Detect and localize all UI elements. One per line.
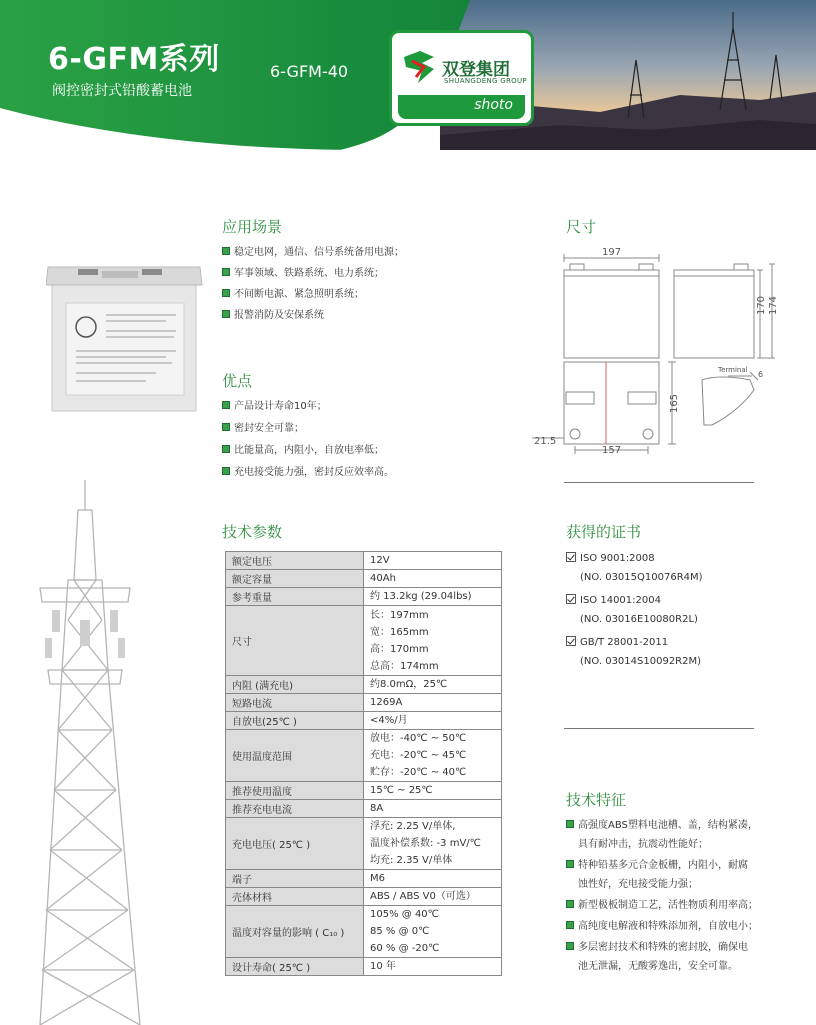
dim-terminal-pitch: 157 [602, 445, 622, 456]
tower-illustration [0, 470, 200, 1025]
list-item: 充电接受能力强，密封反应效率高。 [222, 463, 394, 485]
spec-value-line: 12V [370, 555, 390, 566]
table-row [226, 588, 502, 606]
specs-heading: 技术参数 [222, 523, 283, 541]
spec-value [364, 870, 502, 888]
divider [564, 482, 754, 483]
table-row [226, 606, 502, 676]
list-item: 产品设计寿命10年； [222, 397, 394, 419]
spec-key: 设计寿命( 25℃ ) [226, 958, 364, 976]
checkbox-icon [566, 552, 576, 562]
spec-value [364, 588, 502, 606]
spec-value [364, 694, 502, 712]
spec-value [364, 606, 502, 676]
page-subtitle: 阀控密封式铅酸蓄电池 [52, 83, 192, 99]
table-row [226, 712, 502, 730]
divider [564, 728, 754, 729]
spec-value-line: 放电：-40℃ ~ 50℃ [370, 733, 467, 744]
spec-value-line: 15℃ ~ 25℃ [370, 785, 433, 796]
spec-value-line: 85 % @ 0℃ [370, 926, 430, 937]
table-row [226, 870, 502, 888]
spec-value-line: 总高：174mm [370, 660, 439, 672]
list-item: 密封安全可靠； [222, 419, 394, 441]
spec-value-line: 约 13.2kg (29.04lbs) [370, 591, 472, 602]
list-item: 新型极板制造工艺，活性物质利用率高； [566, 896, 776, 915]
list-item: 稳定电网，通信、信号系统备用电源； [222, 243, 404, 264]
dim-length: 197 [602, 247, 622, 258]
spec-value-line: 60 % @ -20℃ [370, 943, 440, 954]
list-item: 高强度ABS塑料电池槽、盖，结构紧凑， 具有耐冲击，抗震动性能好； [566, 816, 776, 854]
page-title: 6-GFM系列 [48, 42, 220, 77]
table-row [226, 958, 502, 976]
cert-number: (NO. 03016E10080R2L) [580, 614, 698, 625]
spec-key: 推荐充电电流 [226, 800, 364, 818]
table-row [226, 730, 502, 782]
features-heading: 技术特征 [566, 791, 627, 809]
checkbox-icon [566, 594, 576, 604]
list-item: 多层密封技术和特殊的密封胶，确保电 池无泄漏，无酸雾逸出，安全可靠。 [566, 938, 776, 976]
spec-value-line: 约8.0mΩ，25℃ [370, 679, 448, 690]
spec-value-line: 高：170mm [370, 643, 429, 655]
dim-terminal-label: Terminal [718, 366, 748, 374]
dimension-drawing [532, 240, 782, 465]
cert-item: ISO 14001:2004 [566, 593, 703, 614]
spec-value-line: 40Ah [370, 573, 396, 584]
spec-value [364, 958, 502, 976]
advantages-heading: 优点 [222, 372, 253, 390]
table-row [226, 888, 502, 906]
spec-key: 尺寸 [226, 606, 364, 676]
logo-english-name: SHUANGDENG GROUP [444, 77, 527, 85]
battery-product-image [46, 255, 206, 417]
certificates-list [566, 551, 703, 677]
spec-value [364, 570, 502, 588]
list-item: 报警消防及安保系统 [222, 306, 404, 327]
application-list [222, 243, 404, 327]
spec-value-line: M6 [370, 873, 385, 884]
spec-value [364, 782, 502, 800]
shuangdeng-logo-icon [400, 47, 438, 87]
table-row [226, 782, 502, 800]
logo-brand-bar [398, 95, 525, 119]
cert-item: ISO 9001:2008 [566, 551, 703, 572]
model-number: 6-GFM-40 [270, 62, 349, 81]
spec-key: 温度对容量的影响 ( C₁₀ ) [226, 906, 364, 958]
features-list [566, 816, 776, 978]
spec-value [364, 676, 502, 694]
spec-key: 壳体材料 [226, 888, 364, 906]
dim-terminal-offset: 21.5 [534, 436, 557, 447]
spec-key: 自放电(25℃ ) [226, 712, 364, 730]
list-item: 比能量高，内阻小，自放电率低； [222, 441, 394, 463]
spec-value-line: 温度补偿系数: -3 mV/℃ [370, 838, 481, 849]
application-heading: 应用场景 [222, 218, 283, 236]
spec-value [364, 730, 502, 782]
dim-total-height: 174 [768, 295, 780, 316]
spec-value-line: 1269A [370, 697, 403, 708]
spec-value-line: ABS / ABS V0（可选） [370, 891, 476, 902]
logo-brand: shoto [474, 97, 513, 113]
header-banner [0, 0, 816, 150]
spec-value [364, 712, 502, 730]
certificates-heading: 获得的证书 [566, 523, 642, 541]
table-row [226, 570, 502, 588]
spec-key: 短路电流 [226, 694, 364, 712]
cert-number: (NO. 03015Q10076R4M) [580, 572, 703, 583]
table-row [226, 552, 502, 570]
spec-value [364, 800, 502, 818]
table-row [226, 676, 502, 694]
cert-number: (NO. 03014S10092R2M) [580, 656, 702, 667]
spec-key: 端子 [226, 870, 364, 888]
spec-value-line: 浮充: 2.25 V/单体, [370, 821, 456, 832]
spec-key: 额定电压 [226, 552, 364, 570]
spec-value-line: 充电：-20℃ ~ 45℃ [370, 750, 467, 761]
spec-key: 额定容量 [226, 570, 364, 588]
list-item: 军事领域、铁路系统、电力系统； [222, 264, 404, 285]
spec-value-line: 长：197mm [370, 609, 429, 621]
spec-value-line: 均充: 2.35 V/单体 [370, 855, 453, 866]
spec-value-line: 8A [370, 803, 384, 814]
spec-value [364, 818, 502, 870]
dimensions-heading: 尺寸 [566, 218, 597, 236]
advantages-list [222, 397, 394, 485]
list-item: 高纯度电解液和特殊添加剂，自放电小； [566, 917, 776, 936]
table-row [226, 818, 502, 870]
cert-item: GB/T 28001-2011 [566, 635, 703, 656]
table-row [226, 800, 502, 818]
table-row [226, 906, 502, 958]
spec-key: 充电电压( 25℃ ) [226, 818, 364, 870]
spec-value-line: <4%/月 [370, 715, 408, 726]
spec-key: 内阻 (满充电) [226, 676, 364, 694]
spec-key: 参考重量 [226, 588, 364, 606]
spec-value [364, 906, 502, 958]
table-row [226, 694, 502, 712]
dim-height: 170 [756, 295, 768, 316]
spec-value-line: 10 年 [370, 961, 396, 972]
spec-key: 使用温度范围 [226, 730, 364, 782]
list-item: 特种铅基多元合金板栅，内阻小，耐腐 蚀性好，充电接受能力强； [566, 856, 776, 894]
checkbox-icon [566, 636, 576, 646]
company-logo [389, 30, 534, 126]
dim-width: 165 [669, 393, 681, 414]
spec-value [364, 888, 502, 906]
dim-terminal-size: 6 [758, 370, 764, 379]
spec-value-line: 宽：165mm [370, 626, 429, 638]
spec-value-line: 105% @ 40℃ [370, 909, 439, 920]
spec-table [225, 551, 502, 976]
spec-key: 推荐使用温度 [226, 782, 364, 800]
spec-value [364, 552, 502, 570]
spec-value-line: 贮存：-20℃ ~ 40℃ [370, 767, 467, 778]
list-item: 不间断电源、紧急照明系统； [222, 285, 404, 306]
logo-chinese-name: 双登集团 [442, 60, 510, 80]
